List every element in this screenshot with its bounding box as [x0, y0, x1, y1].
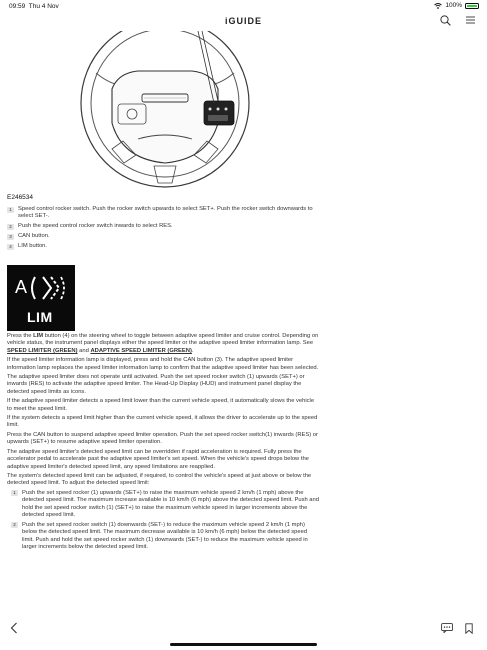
speed-limiter-symbol-icon — [13, 273, 69, 303]
paragraph: Press the CAN button to suspend adaptive speed limiter operation. Push the set speed rocker switch(1) inwards (RES) or upwards (SET+) to resume adaptive speed limiter operation. — [7, 431, 318, 446]
app-header — [0, 13, 487, 31]
feedback-icon[interactable] — [441, 623, 453, 633]
battery-icon — [465, 3, 479, 9]
adjust-step — [11, 490, 319, 520]
legend-item — [7, 243, 319, 250]
adaptive-speed-limiter-link[interactable]: ADAPTIVE SPEED LIMITER (GREEN) — [90, 347, 192, 354]
text-run: . — [191, 347, 194, 354]
wifi-icon — [434, 3, 442, 9]
step-number: 2 — [11, 522, 18, 528]
steering-wheel-illustration — [78, 31, 253, 193]
svg-text:A: A — [15, 277, 28, 297]
legend-text: CAN button. — [18, 233, 50, 240]
text-run: button (4) on the steering wheel to toggle between adaptive speed limiter and cruise control. Depending on vehicle status, the instrument panel displays either the speed limiter or the adaptive speed limiter information lamp. See — [7, 333, 319, 347]
status-date: Thu 4 Nov — [28, 3, 59, 10]
legend-item — [7, 206, 319, 221]
battery-percent: 100% — [445, 2, 462, 9]
paragraph: If the system detects a speed limit higher than the current vehicle speed, it allows the driver to accelerate up to the speed limit. — [7, 415, 318, 429]
article-content — [0, 31, 487, 614]
legend-number: 2 — [7, 224, 14, 230]
step-text: Push the set speed rocker (1) upwards (SET+) to raise the maximum vehicle speed 2 km/h (1 mph) above the detected speed limit. The maximum increase available is 10 km/h (6 mph) above the detected speed limit. Push and hold the set speed rocker switch (1) (SET+) to raise the maximum vehicle speed in larger increments above the detected speed limit. — [22, 489, 319, 518]
text-run: and — [77, 347, 91, 354]
bottom-toolbar — [0, 614, 487, 650]
text-run: Press the — [7, 333, 34, 339]
paragraph: The system's detected speed limit can be adjusted, if required, to control the vehicle's speed at just above or below the detected speed limit. To adjust the detected speed limit: — [7, 472, 312, 487]
speed-limiter-link[interactable]: SPEED LIMITER (GREEN) — [7, 347, 78, 354]
bookmark-icon[interactable] — [465, 623, 473, 634]
figure-legend — [7, 206, 319, 253]
status-right — [434, 2, 479, 9]
paragraph: The adaptive speed limiter does not operate until activated. Push the set speed rocker switch (1) upwards (SET+) or inwards (RES) to activate the adaptive speed limiter. The Head-Up Display (HUD) and instrument panel display the detected speed limits as icons. — [7, 374, 305, 395]
legend-number: 4 — [7, 244, 14, 250]
legend-number: 1 — [7, 207, 14, 213]
back-chevron-icon[interactable] — [10, 622, 18, 634]
paragraph: The adaptive speed limiter's detected speed limit can be overridden if rapid acceleration is required. Fully press the accelerator pedal to accelerate past the adaptive speed limiter's set speed. When the vehicle's speed drops below the adaptive speed limiter's detected speed limit, any speed limitations are reapplied. — [7, 448, 309, 470]
legend-item — [7, 223, 319, 230]
paragraph: If the speed limiter information lamp is displayed, press and hold the CAN button (3). The adaptive speed limiter information lamp replaces the speed limiter information lamp to confirm that the adaptive speed limiter has been selected. — [7, 357, 319, 371]
status-time-date — [9, 3, 59, 10]
home-indicator — [170, 643, 317, 646]
status-bar — [0, 0, 487, 12]
legend-text: Speed control rocker switch. Push the rocker switch upwards to select SET+. Push the rocker switch downwards to select SET-. — [18, 206, 313, 220]
paragraph: If the adaptive speed limiter detects a speed limit lower than the current vehicle speed, it automatically slows the vehicle to meet the speed limit. — [7, 398, 315, 412]
menu-icon[interactable] — [466, 16, 475, 24]
figure-id: E246534 — [7, 194, 34, 201]
app-title: iGUIDE — [224, 16, 262, 26]
article-body — [7, 333, 319, 554]
search-icon[interactable] — [440, 15, 451, 26]
paragraph — [7, 333, 319, 355]
step-number: 1 — [11, 490, 18, 496]
legend-item — [7, 233, 319, 240]
adjust-step — [11, 522, 319, 552]
legend-number: 3 — [7, 234, 14, 240]
lim-label: LIM — [27, 309, 53, 325]
legend-text: LIM button. — [18, 243, 48, 250]
lim-keyword: LIM — [33, 333, 44, 339]
adaptive-speed-limiter-icon — [7, 265, 75, 331]
legend-text: Push the speed control rocker switch inwards to select RES. — [18, 223, 173, 230]
step-text: Push the set speed rocker switch (1) downwards (SET-) to reduce the maximum vehicle speed 2 km/h (1 mph) below the detected speed limit. The maximum decrease available is 10 km/h (6 mph) below the detected speed limit. Push and hold the set speed rocker switch (1) downwards (SET-) to reduce the maximum vehicle speed in larger increments below the detected speed limit. — [22, 521, 308, 551]
status-time: 09:59 — [9, 3, 26, 10]
